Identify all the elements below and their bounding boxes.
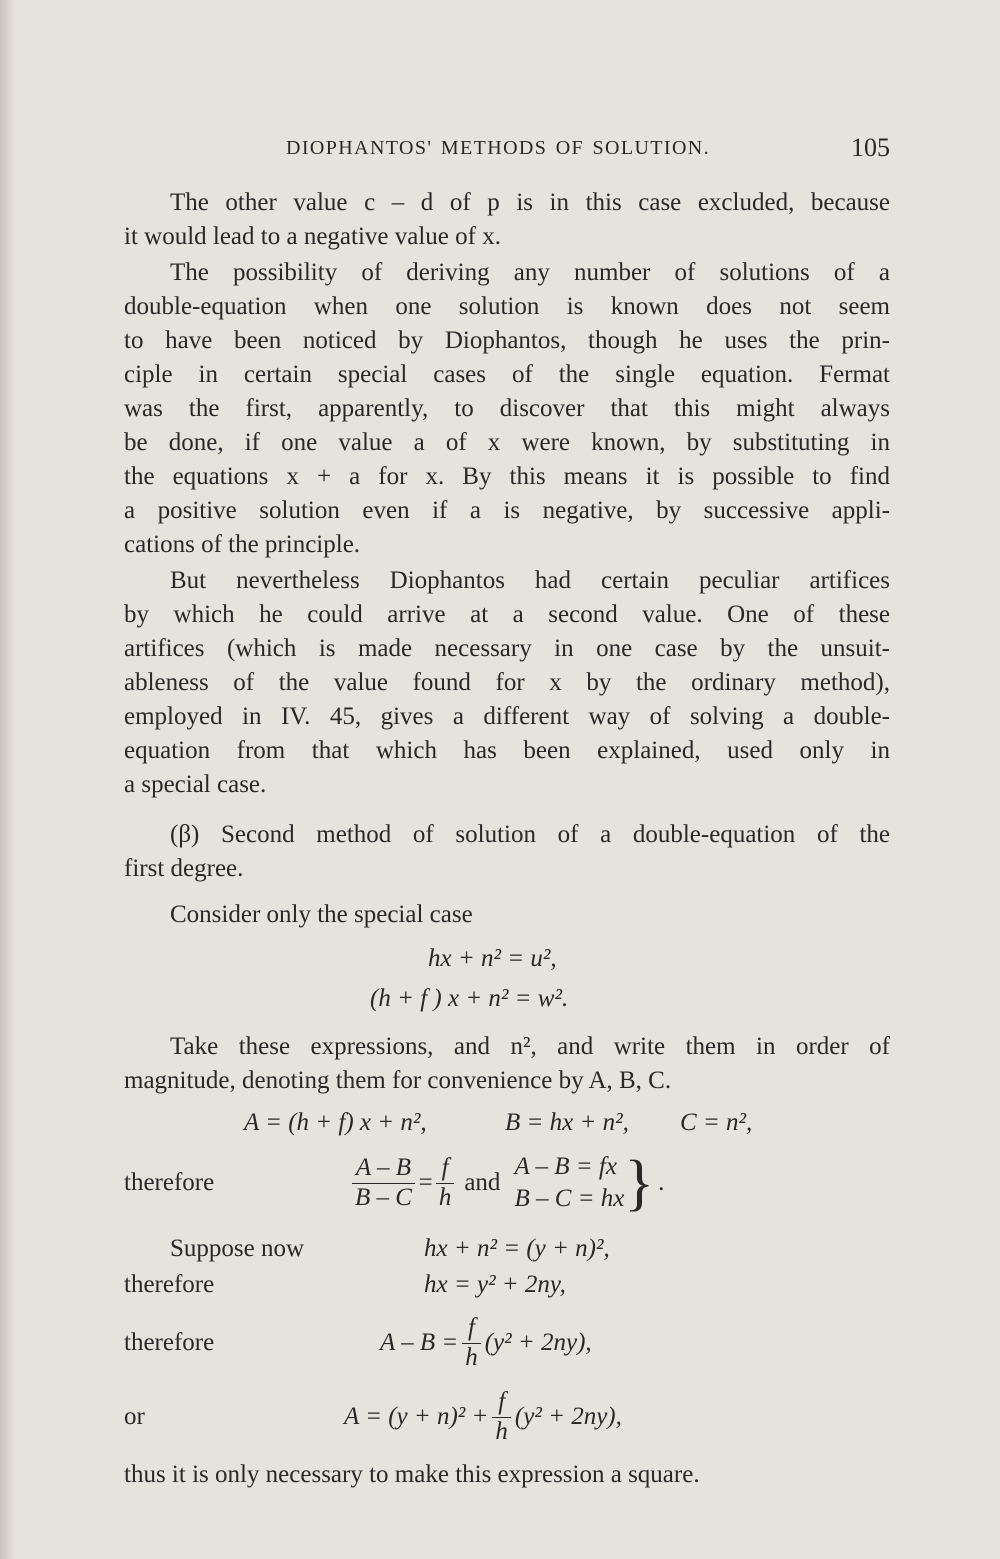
text-line: ableness of the value found for x by the ordinary method),: [124, 669, 890, 696]
text-line: be done, if one value a of x were known, by substituting in: [124, 429, 890, 456]
right-brace: }: [624, 1149, 655, 1217]
brace-bottom-equation: B – C = hx: [514, 1185, 625, 1212]
text-line: the equations x + a for x. By this means it is possible to find: [124, 463, 890, 490]
fraction-left-numerator: A – B: [355, 1153, 412, 1181]
fraction-numerator: f: [467, 1313, 475, 1341]
therefore-label: therefore: [124, 1329, 215, 1356]
or-equation: [344, 1380, 622, 1454]
text-line: The other value c – d of p is in this case excluded, because: [170, 189, 890, 216]
brace-top-equation: A – B = fx: [514, 1152, 617, 1180]
running-header: [124, 133, 890, 167]
equation-2: (h + f ) x + n² = w².: [370, 985, 569, 1012]
text-line: magnitude, denoting them for convenience by A, B, C.: [124, 1067, 672, 1094]
fraction-left-denominator: B – C: [352, 1183, 415, 1213]
therefore-equation-2-rhs: (y² + 2ny),: [484, 1329, 592, 1356]
page-number: 105: [851, 133, 890, 162]
suppose-equation: hx + n² = (y + n)²,: [424, 1235, 610, 1262]
text-line: equation from that which has been explained, used only in: [124, 737, 890, 764]
period: .: [658, 1169, 665, 1196]
equals-sign: =: [416, 1169, 434, 1196]
text-line: The possibility of deriving any number of solutions of a: [170, 259, 890, 286]
text-line: employed in IV. 45, gives a different way of solving a double-: [124, 703, 890, 730]
text-line: double-equation when one solution is known does not seem: [124, 293, 890, 320]
text-line: by which he could arrive at a second value. One of these: [124, 601, 890, 628]
text-line: first degree.: [124, 855, 244, 882]
suppose-now-label: Suppose now: [170, 1235, 305, 1262]
fraction-f-over-h: [492, 1388, 511, 1447]
fraction-f-over-h: [462, 1314, 481, 1373]
fraction-left: [352, 1154, 415, 1213]
text-line: But nevertheless Diophantos had certain peculiar artifices: [170, 567, 890, 594]
or-equation-lhs: A = (y + n)² +: [344, 1403, 489, 1430]
or-equation-rhs: (y² + 2ny),: [514, 1403, 622, 1430]
equation-B: B = hx + n²,: [505, 1109, 629, 1136]
fraction-right: [436, 1154, 455, 1213]
therefore-equation-2-lhs: A – B =: [380, 1329, 459, 1356]
therefore-label: therefore: [124, 1169, 215, 1196]
fraction-denominator: h: [462, 1343, 481, 1373]
fraction-denominator: h: [492, 1417, 511, 1447]
text-line: to have been noticed by Diophantos, though he uses the prin-: [124, 327, 890, 354]
text-line: thus it is only necessary to make this expression a square.: [124, 1461, 700, 1488]
therefore-equation-2: [380, 1306, 592, 1380]
fraction-right-denominator: h: [436, 1183, 455, 1213]
equation-1: hx + n² = u²,: [428, 945, 557, 972]
or-label: or: [124, 1403, 145, 1430]
running-title: DIOPHANTOS' METHODS OF SOLUTION.: [286, 137, 711, 159]
equation-A: A = (h + f) x + n²,: [244, 1109, 427, 1136]
equation-C: C = n²,: [680, 1109, 753, 1136]
text-line: a positive solution even if a is negative, by successive appli-: [124, 497, 890, 524]
text-line: artifices (which is made necessary in one case by the unsuit-: [124, 635, 890, 662]
section-heading-line: (β) Second method of solution of a double-equation of the: [170, 821, 890, 848]
fraction-right-numerator: f: [441, 1153, 449, 1181]
text-line: it would lead to a negative value of x.: [124, 223, 501, 250]
brace-group: [514, 1151, 624, 1216]
therefore-equation-1: hx = y² + 2ny,: [424, 1271, 566, 1298]
page-spine-shadow: [0, 0, 16, 1559]
text-line: Take these expressions, and n², and write them in order of: [170, 1033, 890, 1060]
text-line: Consider only the special case: [170, 901, 473, 928]
text-line: ciple in certain special cases of the single equation. Fermat: [124, 361, 890, 388]
text-line: cations of the principle.: [124, 531, 361, 558]
fraction-relation: [352, 1146, 664, 1220]
therefore-label: therefore: [124, 1271, 215, 1298]
and-word: and: [464, 1169, 501, 1196]
fraction-numerator: f: [498, 1387, 506, 1415]
text-line: a special case.: [124, 771, 267, 798]
text-line: was the first, apparently, to discover that this might always: [124, 395, 890, 422]
